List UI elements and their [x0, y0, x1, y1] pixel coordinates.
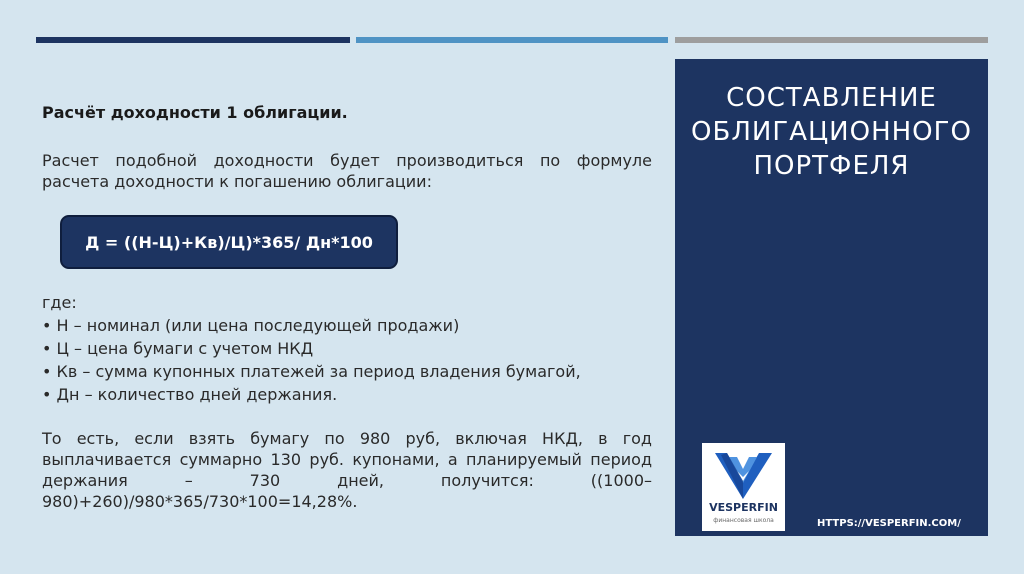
title-line: ПОРТФЕЛЯ: [753, 151, 910, 181]
slide-title: [675, 81, 988, 183]
definitions-list: [42, 314, 581, 406]
v-logo-icon: [715, 451, 772, 499]
definition-item: • Ц – цена бумаги с учетом НКД: [42, 337, 581, 360]
vesperfin-logo: [702, 443, 785, 531]
logo-name: VESPERFIN: [709, 501, 778, 514]
definition-item: • Дн – количество дней держания.: [42, 383, 581, 406]
definition-item: • Н – номинал (или цена последующей продажи): [42, 314, 581, 337]
title-panel: [675, 59, 988, 536]
where-label: где:: [42, 293, 77, 312]
formula-box: [60, 215, 398, 269]
example-paragraph: То есть, если взять бумагу по 980 руб, включая НКД, в год выплачивается суммарно 130 руб. купонами, а планируемый период держания – 730 дней, получится: ((1000–980)+260)/980*365/730*100=14,28%.: [42, 429, 652, 511]
logo-tagline: финансовая школа: [713, 517, 774, 524]
title-line: ОБЛИГАЦИОННОГО: [691, 117, 972, 147]
top-bar-blue: [356, 37, 668, 43]
formula-text: Д = ((Н-Ц)+Кв)/Ц)*365/ Дн*100: [85, 232, 373, 252]
title-line: СОСТАВЛЕНИЕ: [726, 83, 937, 113]
intro-paragraph: Расчет подобной доходности будет производиться по формуле расчета доходности к погашению облигации:: [42, 151, 652, 191]
website-url[interactable]: HTTPS://VESPERFIN.COM/: [817, 518, 961, 529]
definitions-block: [42, 291, 581, 406]
section-heading: Расчёт доходности 1 облигации.: [42, 103, 348, 122]
definition-item: • Кв – сумма купонных платежей за период владения бумагой,: [42, 360, 581, 383]
top-bar-gray: [675, 37, 988, 43]
top-bar-navy: [36, 37, 350, 43]
